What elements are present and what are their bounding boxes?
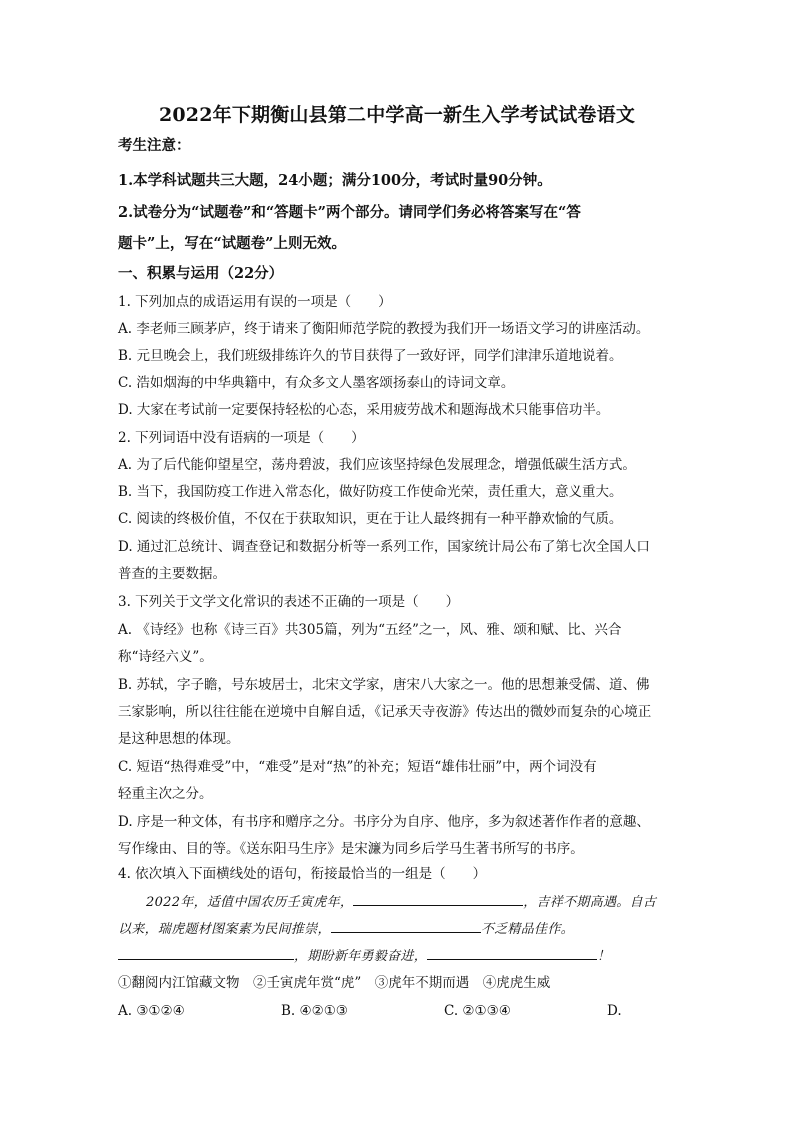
q4-passage-text: ，吉祥不期高遇。自古 <box>523 895 657 910</box>
q4-option-a: A. ③①②④ <box>118 1003 185 1019</box>
q3-option-b-line-1: B. 苏轼，字子瞻，号东坡居士，北宋文学家，唐宋八大家之一。他的思想兼受儒、道、佛 <box>118 677 650 693</box>
q2-option-b: B. 当下，我国防疫工作进入常态化，做好防疫工作使命光荣，责任重大，意义重大。 <box>118 484 623 500</box>
q2-option-a: A. 为了后代能仰望星空，荡舟碧波，我们应该坚持绿色发展理念，增强低碳生活方式。 <box>118 457 636 473</box>
q1-option-b: B. 元旦晚会上，我们班级排练许久的节目获得了一致好评，同学们津津乐道地说着。 <box>118 348 623 364</box>
q4-passage-line-1 <box>146 891 676 913</box>
q3-option-a-line-1: A. 《诗经》也称《诗三百》共305篇，列为“五经”之一，风、雅、颂和赋、比、兴合 <box>118 622 622 638</box>
q4-passage-text: 不乏精品佳作。 <box>480 922 574 937</box>
notice-item-2-line-2: 题卡”上，写在“试题卷”上则无效。 <box>118 235 347 252</box>
q3-stem: 3. 下列关于文学文化常识的表述不正确的一项是（ ） <box>118 594 460 610</box>
fill-blank-1[interactable] <box>353 891 523 906</box>
q1-stem: 1. 下列加点的成语运用有误的一项是（ ） <box>118 294 392 310</box>
q4-passage-text: ！ <box>597 949 611 964</box>
q3-option-a-line-2: 称“诗经六义”。 <box>118 649 213 665</box>
q3-option-c-line-2: 轻重主次之分。 <box>118 786 213 802</box>
q3-option-b-line-3: 是这种思想的体现。 <box>118 731 240 747</box>
q4-stem: 4. 依次填入下面横线处的语句，衔接最恰当的一组是（ ） <box>118 866 487 882</box>
fill-blank-4[interactable] <box>427 945 597 960</box>
q4-passage-line-3 <box>118 945 678 967</box>
q2-stem: 2. 下列词语中没有语病的一项是（ ） <box>118 430 365 446</box>
notice-item-1: 1.本学科试题共三大题，24小题；满分100分，考试时量90分钟。 <box>118 172 552 189</box>
q4-choice-list: ①翻阅内江馆藏文物 ②壬寅虎年赏“虎” ③虎年不期而遇 ④虎虎生威 <box>118 975 551 991</box>
q4-passage-line-2 <box>118 918 678 940</box>
q1-option-d: D. 大家在考试前一定要保持轻松的心态，采用疲劳战术和题海战术只能事倍功半。 <box>118 402 610 418</box>
q4-passage-text: 以来，瑞虎题材图案素为民间推崇， <box>118 922 331 937</box>
section-heading: 一、积累与运用（22分） <box>118 265 284 282</box>
q2-option-d-line-2: 普查的主要数据。 <box>118 566 226 582</box>
q2-option-d-line-1: D. 通过汇总统计、调查登记和数据分析等一系列工作，国家统计局公布了第七次全国人口 <box>118 539 650 555</box>
q4-option-b: B. ④②①③ <box>281 1003 348 1019</box>
q4-passage-text: 2022年，适值中国农历壬寅虎年， <box>146 895 354 910</box>
q4-passage-text: ，期盼新年勇毅奋进， <box>294 949 428 964</box>
q3-option-d-line-1: D. 序是一种文体，有书序和赠序之分。书序分为自序、他序，多为叙述著作作者的意趣、 <box>118 814 650 830</box>
fill-blank-3[interactable] <box>118 945 294 960</box>
notice-heading: 考生注意： <box>118 137 191 154</box>
q1-option-a: A. 李老师三顾茅庐，终于请来了衡阳师范学院的教授为我们开一场语文学习的讲座活动。 <box>118 321 650 337</box>
q3-option-d-line-2: 写作缘由、目的等。《送东阳马生序》是宋濂为同乡后学马生著书所写的书序。 <box>118 841 584 857</box>
q4-option-c: C. ②①③④ <box>444 1003 511 1019</box>
q3-option-b-line-2: 三家影响，所以往往能在逆境中自解自适，《记承天寺夜游》传达出的微妙而复杂的心境正 <box>118 704 652 720</box>
q3-option-c-line-1: C. 短语“热得难受”中，“难受”是对“热”的补充；短语“雄伟壮丽”中，两个词没有 <box>118 759 597 775</box>
q1-option-c: C. 浩如烟海的中华典籍中，有众多文人墨客颂扬泰山的诗词文章。 <box>118 375 515 391</box>
q4-option-d: D. <box>607 1003 622 1019</box>
fill-blank-2[interactable] <box>331 918 481 933</box>
notice-item-2-line-1: 2.试卷分为“试题卷”和“答题卡”两个部分。请同学们务必将答案写在“答 <box>118 204 581 221</box>
page-title: 2022年下期衡山县第二中学高一新生入学考试试卷语文 <box>158 104 636 126</box>
q2-option-c: C. 阅读的终极价值，不仅在于获取知识，更在于让人最终拥有一种平静欢愉的气质。 <box>118 511 623 527</box>
